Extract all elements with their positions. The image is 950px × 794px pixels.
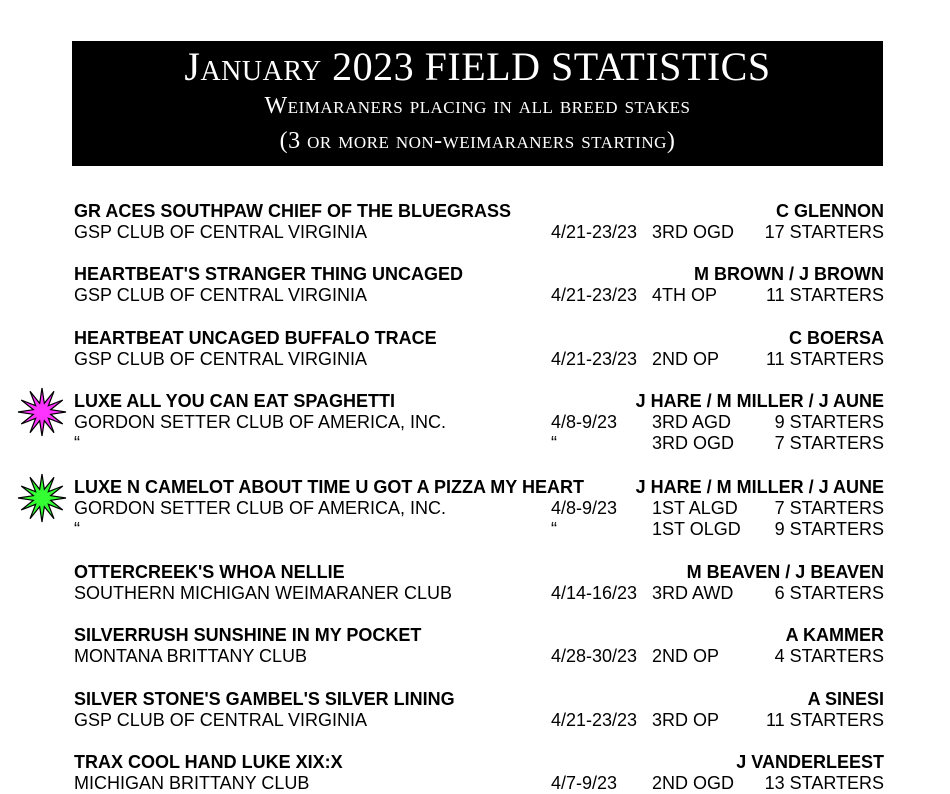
entry-header-line [0,477,950,498]
result-line [0,349,950,370]
club-name: GORDON SETTER CLUB OF AMERICA, INC. [74,412,447,432]
dog-name: LUXE N CAMELOT ABOUT TIME U GOT A PIZZA MY HEART [74,477,584,497]
club-name: SOUTHERN MICHIGAN WEIMARANER CLUB [74,583,453,603]
club-name: GSP CLUB OF CENTRAL VIRGINIA [74,710,368,730]
dog-name: SILVER STONE'S GAMBEL'S SILVER LINING [74,689,455,709]
starters-count: 13 STARTERS [764,773,884,793]
dog-entry [0,328,950,370]
placement: 1ST OLGD [652,519,741,539]
starters-count: 9 STARTERS [774,519,884,539]
club-name: MONTANA BRITTANY CLUB [74,646,308,666]
dog-entry [0,477,950,540]
judges: C BOERSA [788,328,884,348]
judges: J HARE / M MILLER / J AUNE [635,477,884,497]
entry-header-line [0,625,950,646]
club-name: “ [74,519,80,539]
report-subtitle-line2: (3 or more non-weimaraners starting) [279,128,676,154]
starters-count: 4 STARTERS [774,646,884,666]
trial-date: 4/7-9/23 [551,773,618,793]
starters-count: 11 STARTERS [765,710,884,730]
trial-date: 4/8-9/23 [551,498,618,518]
result-line [0,583,950,604]
placement: 3RD OGD [652,222,735,242]
dog-name: HEARTBEAT'S STRANGER THING UNCAGED [74,264,463,284]
result-line [0,646,950,667]
starters-count: 17 STARTERS [764,222,884,242]
entry-header-line [0,391,950,412]
placement: 4TH OP [652,285,718,305]
club-name: GSP CLUB OF CENTRAL VIRGINIA [74,349,368,369]
result-line [0,773,950,794]
dog-name: SILVERRUSH SUNSHINE IN MY POCKET [74,625,422,645]
dog-entry [0,625,950,667]
club-name: GSP CLUB OF CENTRAL VIRGINIA [74,285,368,305]
starters-count: 7 STARTERS [774,498,884,518]
club-name: GORDON SETTER CLUB OF AMERICA, INC. [74,498,447,518]
result-line [0,710,950,731]
placement: 3RD AGD [652,412,732,432]
dog-entry [0,264,950,306]
dog-name: HEARTBEAT UNCAGED BUFFALO TRACE [74,328,437,348]
report-header [72,41,883,166]
dog-entry [0,391,950,454]
result-line [0,285,950,306]
placement: 1ST ALGD [652,498,738,518]
judges: J VANDERLEEST [736,752,884,772]
starters-count: 9 STARTERS [774,412,884,432]
dog-entry [0,689,950,731]
starters-count: 11 STARTERS [765,285,884,305]
judges: M BEAVEN / J BEAVEN [686,562,884,582]
entry-header-line [0,752,950,773]
judges: C GLENNON [776,201,884,221]
result-line [0,519,950,540]
result-line [0,433,950,454]
trial-date: 4/28-30/23 [551,646,638,666]
judges: A KAMMER [785,625,884,645]
starters-count: 7 STARTERS [774,433,884,453]
dog-name: TRAX COOL HAND LUKE XIX:X [74,752,343,772]
trial-date: 4/14-16/23 [551,583,638,603]
dog-name: OTTERCREEK'S WHOA NELLIE [74,562,345,582]
placement: 2ND OP [652,349,720,369]
entry-header-line [0,689,950,710]
entry-header-line [0,201,950,222]
dog-entry [0,562,950,604]
dog-name: GR ACES SOUTHPAW CHIEF OF THE BLUEGRASS [74,201,512,221]
dog-name: LUXE ALL YOU CAN EAT SPAGHETTI [74,391,396,411]
club-name: MICHIGAN BRITTANY CLUB [74,773,310,793]
judges: J HARE / M MILLER / J AUNE [635,391,884,411]
judges: A SINESI [807,689,884,709]
entry-header-line [0,264,950,285]
starters-count: 11 STARTERS [765,349,884,369]
placement: 2ND OGD [652,773,735,793]
trial-date: 4/21-23/23 [551,285,638,305]
trial-date: “ [551,519,557,539]
dog-entry [0,752,950,794]
result-line [0,498,950,519]
club-name: GSP CLUB OF CENTRAL VIRGINIA [74,222,368,242]
placement: 3RD OGD [652,433,735,453]
report-title: January 2023 FIELD STATISTICS [184,44,771,89]
report-subtitle-line1: Weimaraners placing in all breed stakes [264,93,691,119]
entry-header-line [0,562,950,583]
dog-entry [0,201,950,243]
trial-date: 4/21-23/23 [551,222,638,242]
trial-date: 4/8-9/23 [551,412,618,432]
result-line [0,412,950,433]
entry-header-line [0,328,950,349]
placement: 3RD OP [652,710,720,730]
result-line [0,222,950,243]
starters-count: 6 STARTERS [774,583,884,603]
trial-date: “ [551,433,557,453]
judges: M BROWN / J BROWN [694,264,884,284]
placement: 2ND OP [652,646,720,666]
trial-date: 4/21-23/23 [551,349,638,369]
placement: 3RD AWD [652,583,734,603]
club-name: “ [74,433,80,453]
trial-date: 4/21-23/23 [551,710,638,730]
